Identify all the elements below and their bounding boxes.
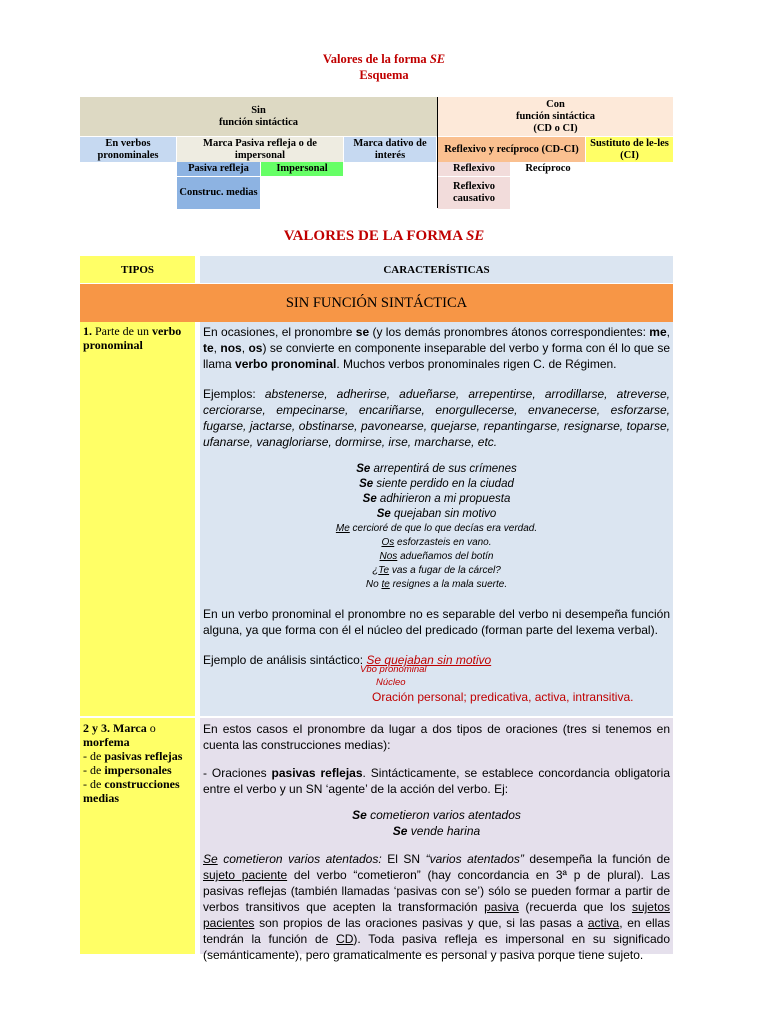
example-sentence: Me cercioré de que lo que decías era verdad. bbox=[335, 523, 538, 534]
example-sentence: Se cometieron varios atentados bbox=[352, 808, 521, 822]
row2-example-sentences bbox=[203, 807, 670, 839]
schema-reciproco: Recíproco bbox=[511, 162, 585, 176]
example-sentence: ¿Te vas a fugar de la cárcel? bbox=[372, 565, 501, 576]
row2-paragraph-3: Se cometieron varios atentados: El SN “varios atentados” desempeña la función de sujeto paciente del verbo “cometieron” (hay concordancia en 3ª p de plural). Las pasivas reflejas (también llamadas ‘pasivas con se’) sólo se pueden formar a partir de verbos transitivos que acepten la transformación pasiva (recuerda que los sujetos pacientes son propios de las oraciones pasivas y que, si las pasas a activa, en ellas tendrán la función de CD). Toda pasiva refleja es impersonal en su significado (semánticamente), pero gramaticalmente es personal y pasiva porque tiene sujeto. bbox=[203, 852, 670, 962]
example-sentence: Se arrepentirá de sus crímenes bbox=[356, 463, 517, 475]
schema-marca-dativo: Marca dativo de interés bbox=[344, 137, 436, 162]
example-sentence: Se adhirieron a mi propuesta bbox=[362, 493, 511, 505]
row1-tipo-cell bbox=[80, 322, 195, 716]
schema-reflexivo: Reflexivo bbox=[438, 162, 510, 176]
row1-tipo-label: 1. Parte de un verbo pronominal bbox=[83, 324, 182, 352]
analysis-nucleo-label: Núcleo bbox=[376, 677, 406, 688]
row1-paragraph-2: En un verbo pronominal el pronombre no es separable del verbo ni desempeña función alguna, ya que forma con él el núcleo del predicado (forman parte del lexema verbal). bbox=[203, 607, 670, 637]
example-sentence: Se vende harina bbox=[392, 824, 481, 838]
row1-paragraph-1: En ocasiones, el pronombre se (y los demás pronombres átonos correspondientes: me, te, nos, os) se convierte en componente inseparable del verbo y forma con él lo que se llama verbo pronominal. Muchos verbos pronominales rigen C. de Régimen. bbox=[203, 325, 671, 371]
schema-reflexivo-causativo: Reflexivo causativo bbox=[438, 177, 510, 209]
row2-tipo-cell bbox=[80, 718, 195, 954]
band-sin-funcion: SIN FUNCIÓN SINTÁCTICA bbox=[80, 284, 673, 322]
section-title: VALORES DE LA FORMA SE bbox=[283, 228, 485, 244]
example-sentence: No te resignes a la mala suerte. bbox=[365, 579, 508, 590]
example-sentence: Se quejaban sin motivo bbox=[376, 508, 497, 520]
schema-impersonal: Impersonal bbox=[261, 162, 343, 176]
row1-examples-list: Ejemplos: abstenerse, adherirse, adueñarse, arrepentirse, arrodillarse, atreverse, cerciorarse, empecinarse, encariñarse, enorgullecerse, envanecerse, esforzarse, fugarse, jactarse, obstinarse, pavonearse, quejarse, repantingarse, resignarse, toparse, ufanarse, vanagloriarse, dormirse, irse, marcharse, etc. bbox=[203, 387, 670, 449]
schema-reflexivo-reciproco: Reflexivo y recíproco (CD-CI) bbox=[438, 137, 585, 162]
schema-con-header: Con función sintáctica (CD o CI) bbox=[438, 97, 673, 136]
row1-example-sentences bbox=[203, 462, 670, 592]
example-sentence: Se siente perdido en la ciudad bbox=[359, 478, 514, 490]
row1-analysis: Ejemplo de análisis sintáctico: Se quejaban sin motivo bbox=[203, 653, 492, 667]
row2-content-cell bbox=[200, 718, 673, 962]
col-header-caracteristicas: CARACTERÍSTICAS bbox=[200, 256, 673, 283]
row2-paragraph-2: - Oraciones pasivas reflejas. Sintácticamente, se establece concordancia obligatoria entre el verbo y un SN ‘agente’ de la acción del verbo. Ej: bbox=[203, 766, 671, 796]
row2-tipo-label: 2 y 3. Marca o morfema - de pasivas reflejas - de impersonales - de construcciones medias bbox=[83, 721, 183, 805]
schema-pasiva-refleja: Pasiva refleja bbox=[177, 162, 260, 176]
schema-sustituto: Sustituto de le-les (CI) bbox=[586, 137, 673, 162]
schema-construc-medias: Construc. medias bbox=[177, 177, 260, 209]
row1-content-cell bbox=[200, 322, 673, 716]
schema-sin-header: Sin función sintáctica bbox=[80, 97, 437, 136]
analysis-vbo-label: Vbo pronominal bbox=[360, 664, 427, 675]
analysis-oracion-label: Oración personal; predicativa, activa, intransitiva. bbox=[372, 690, 634, 704]
example-sentence: Os esforzasteis en vano. bbox=[381, 537, 492, 548]
schema-marca-pasiva: Marca Pasiva refleja o de impersonal bbox=[177, 137, 343, 162]
page-subtitle: Esquema bbox=[359, 68, 409, 82]
schema-verbos-pronominales: En verbos pronominales bbox=[80, 137, 176, 162]
example-sentence: Nos adueñamos del botín bbox=[379, 551, 494, 562]
page-title: Valores de la forma SE bbox=[322, 52, 446, 66]
col-header-tipos: TIPOS bbox=[80, 256, 195, 283]
row2-paragraph-1: En estos casos el pronombre da lugar a dos tipos de oraciones (tres si tenemos en cuenta las construcciones medias): bbox=[203, 722, 670, 752]
